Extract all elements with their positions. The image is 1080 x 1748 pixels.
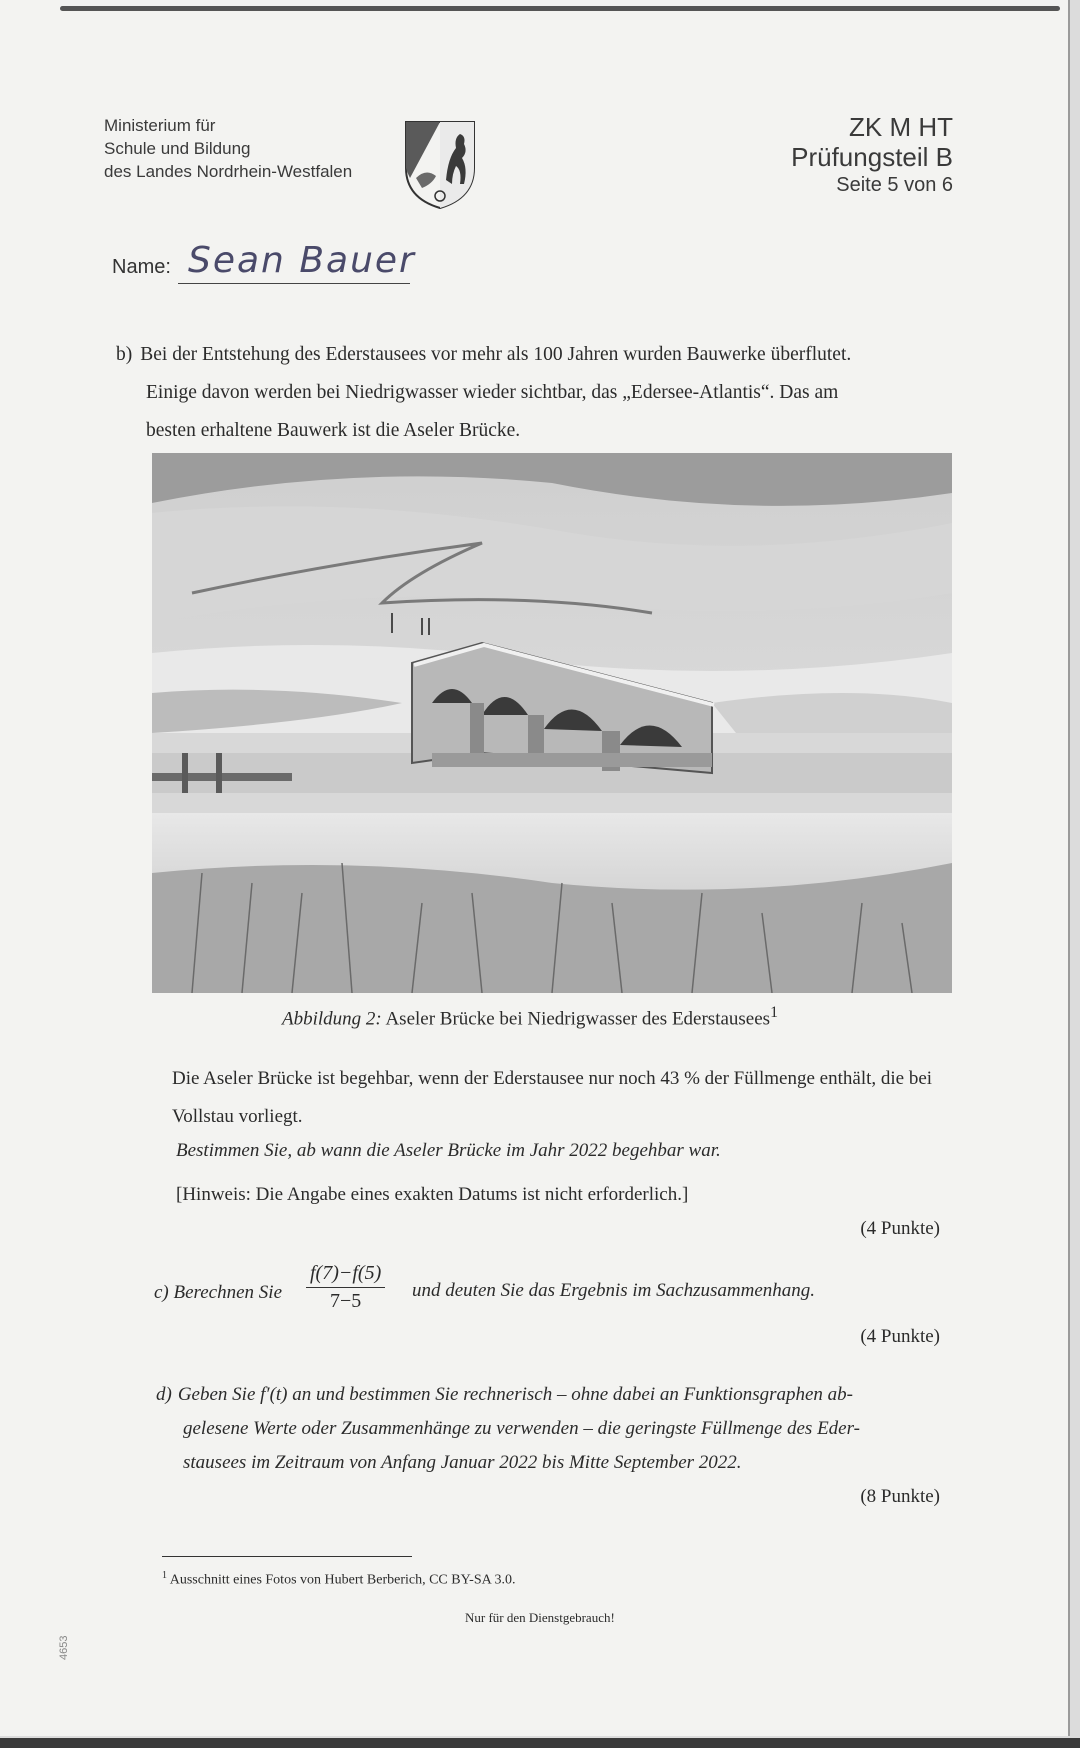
coat-of-arms-icon: [402, 118, 478, 210]
task-b-line-1: Bei der Entstehung des Ederstausees vor mehr als 100 Jahren wurden Bauwerke überflutet.: [140, 344, 852, 365]
ministry-line-1: Ministerium für: [104, 116, 216, 135]
task-b-intro: [116, 336, 956, 450]
task-b-condition: Die Aseler Brücke ist begehbar, wenn der Ederstausee nur noch 43 % der Füllmenge enthält, die bei Vollstau vorliegt.: [172, 1068, 933, 1127]
footnote: [162, 1570, 515, 1589]
name-underline: [178, 283, 410, 284]
task-d: [156, 1378, 956, 1480]
ministry-line-2: Schule und Bildung: [104, 139, 251, 158]
ministry-header: [104, 114, 352, 183]
figure-caption: [282, 1004, 778, 1030]
fraction-numerator: f(7)−f(5): [306, 1262, 385, 1288]
task-d-line-1: Geben Sie f′(t) an und bestimmen Sie rechnerisch – ohne dabei an Funktionsgraphen ab-: [177, 1384, 853, 1405]
figure-caption-footnote-mark: 1: [770, 1004, 778, 1021]
fraction-denominator: 7−5: [329, 1290, 362, 1312]
exam-header: [791, 112, 953, 198]
task-d-points: (8 Punkte): [860, 1486, 940, 1507]
task-b-hint: [Hinweis: Die Angabe eines exakten Datums ist nicht erforderlich.]: [176, 1184, 689, 1205]
task-c-points: (4 Punkte): [860, 1326, 940, 1347]
footnote-text: Ausschnitt eines Fotos von Hubert Berberich, CC BY-SA 3.0.: [169, 1572, 516, 1588]
figure-caption-text: Aseler Brücke bei Niedrigwasser des Ederstausees: [385, 1008, 771, 1030]
task-c-fraction: [306, 1262, 385, 1313]
task-d-line-2: gelesene Werte oder Zusammenhänge zu verwenden – die geringste Füllmenge des Eder-: [183, 1418, 860, 1439]
task-b-line-2: Einige davon werden bei Niedrigwasser wieder sichtbar, das „Edersee-Atlantis“. Das am: [146, 382, 839, 403]
task-b-line-3: besten erhaltene Bauwerk ist die Aseler Brücke.: [146, 420, 521, 441]
name-handwritten: Sean Bauer: [188, 240, 416, 281]
bottom-edge: [0, 1738, 1080, 1748]
figure-caption-label: Abbildung 2:: [282, 1008, 382, 1030]
task-b-label: b): [116, 344, 133, 365]
task-c-text: und deuten Sie das Ergebnis im Sachzusammenhang.: [412, 1280, 815, 1301]
top-edge-line: [60, 6, 1060, 11]
task-d-label: d): [156, 1384, 172, 1405]
task-b-question: Bestimmen Sie, ab wann die Aseler Brücke im Jahr 2022 begehbar war.: [176, 1140, 721, 1161]
internal-use-notice: Nur für den Dienstgebrauch!: [465, 1610, 615, 1625]
side-code: 4653: [58, 1635, 70, 1660]
page-number: Seite 5 von 6: [836, 174, 953, 196]
footnote-mark: 1: [162, 1570, 167, 1581]
name-label: Name:: [112, 256, 171, 278]
exam-part: Prüfungsteil B: [791, 142, 953, 172]
task-d-line-3: stausees im Zeitraum von Anfang Januar 2022 bis Mitte September 2022.: [183, 1452, 742, 1473]
footnote-divider: [162, 1556, 412, 1557]
task-b-points: (4 Punkte): [860, 1218, 940, 1239]
ministry-line-3: des Landes Nordrhein-Westfalen: [104, 162, 353, 181]
task-c-label: c) Berechnen Sie: [154, 1282, 282, 1303]
exam-code: ZK M HT: [849, 112, 953, 142]
bridge-photo: [152, 453, 952, 993]
